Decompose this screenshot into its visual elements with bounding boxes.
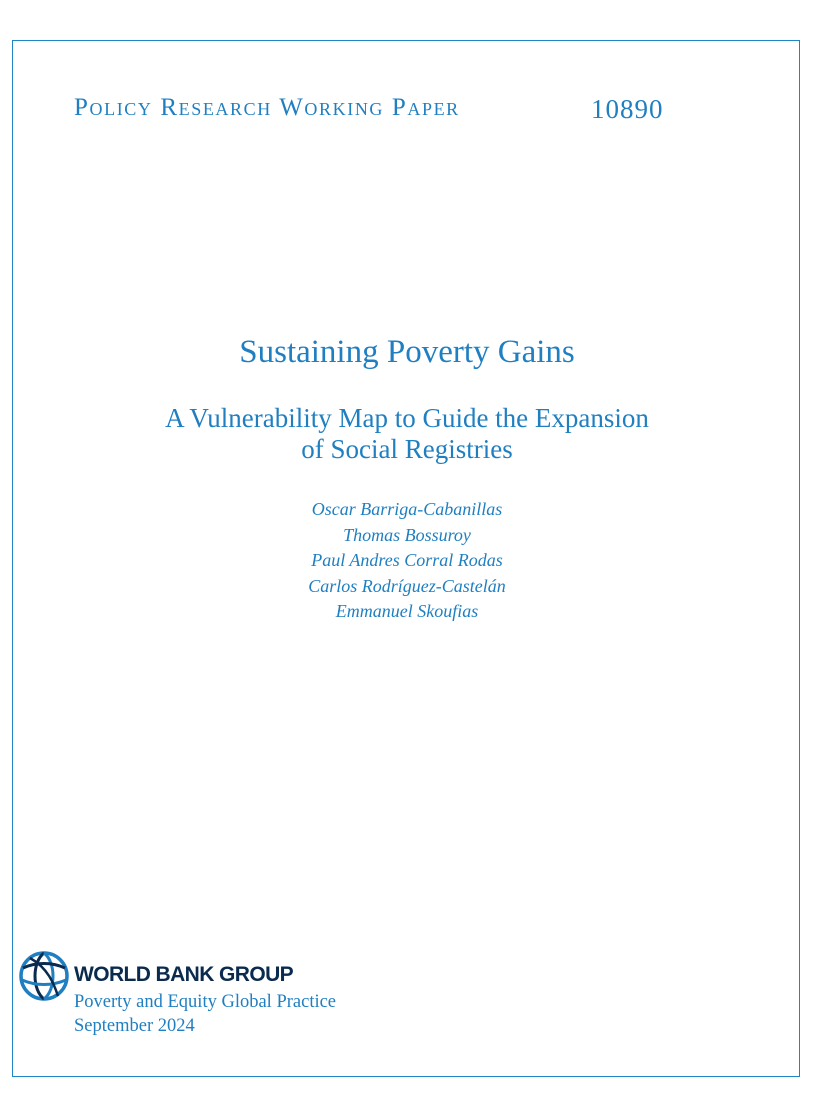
world-bank-globe-icon [18,950,70,1002]
author-name: Carlos Rodríguez-Castelán [308,575,506,596]
paper-subtitle [0,403,814,465]
publication-date: September 2024 [74,1016,195,1036]
subtitle-line-1: A Vulnerability Map to Guide the Expansion [165,403,649,433]
author-name: Paul Andres Corral Rodas [311,550,503,570]
author-name: Thomas Bossuroy [343,524,471,545]
paper-number: 10890 [591,94,664,124]
paper-title: Sustaining Poverty Gains [239,334,575,370]
author-list [0,497,814,625]
author-name: Emmanuel Skoufias [335,601,479,621]
series-label: Policy Research Working Paper [74,94,460,121]
practice-name: Poverty and Equity Global Practice [74,992,337,1012]
org-name: WORLD BANK GROUP [74,963,294,986]
author-name: Oscar Barriga-Cabanillas [311,499,503,519]
subtitle-line-2: of Social Registries [301,434,513,464]
